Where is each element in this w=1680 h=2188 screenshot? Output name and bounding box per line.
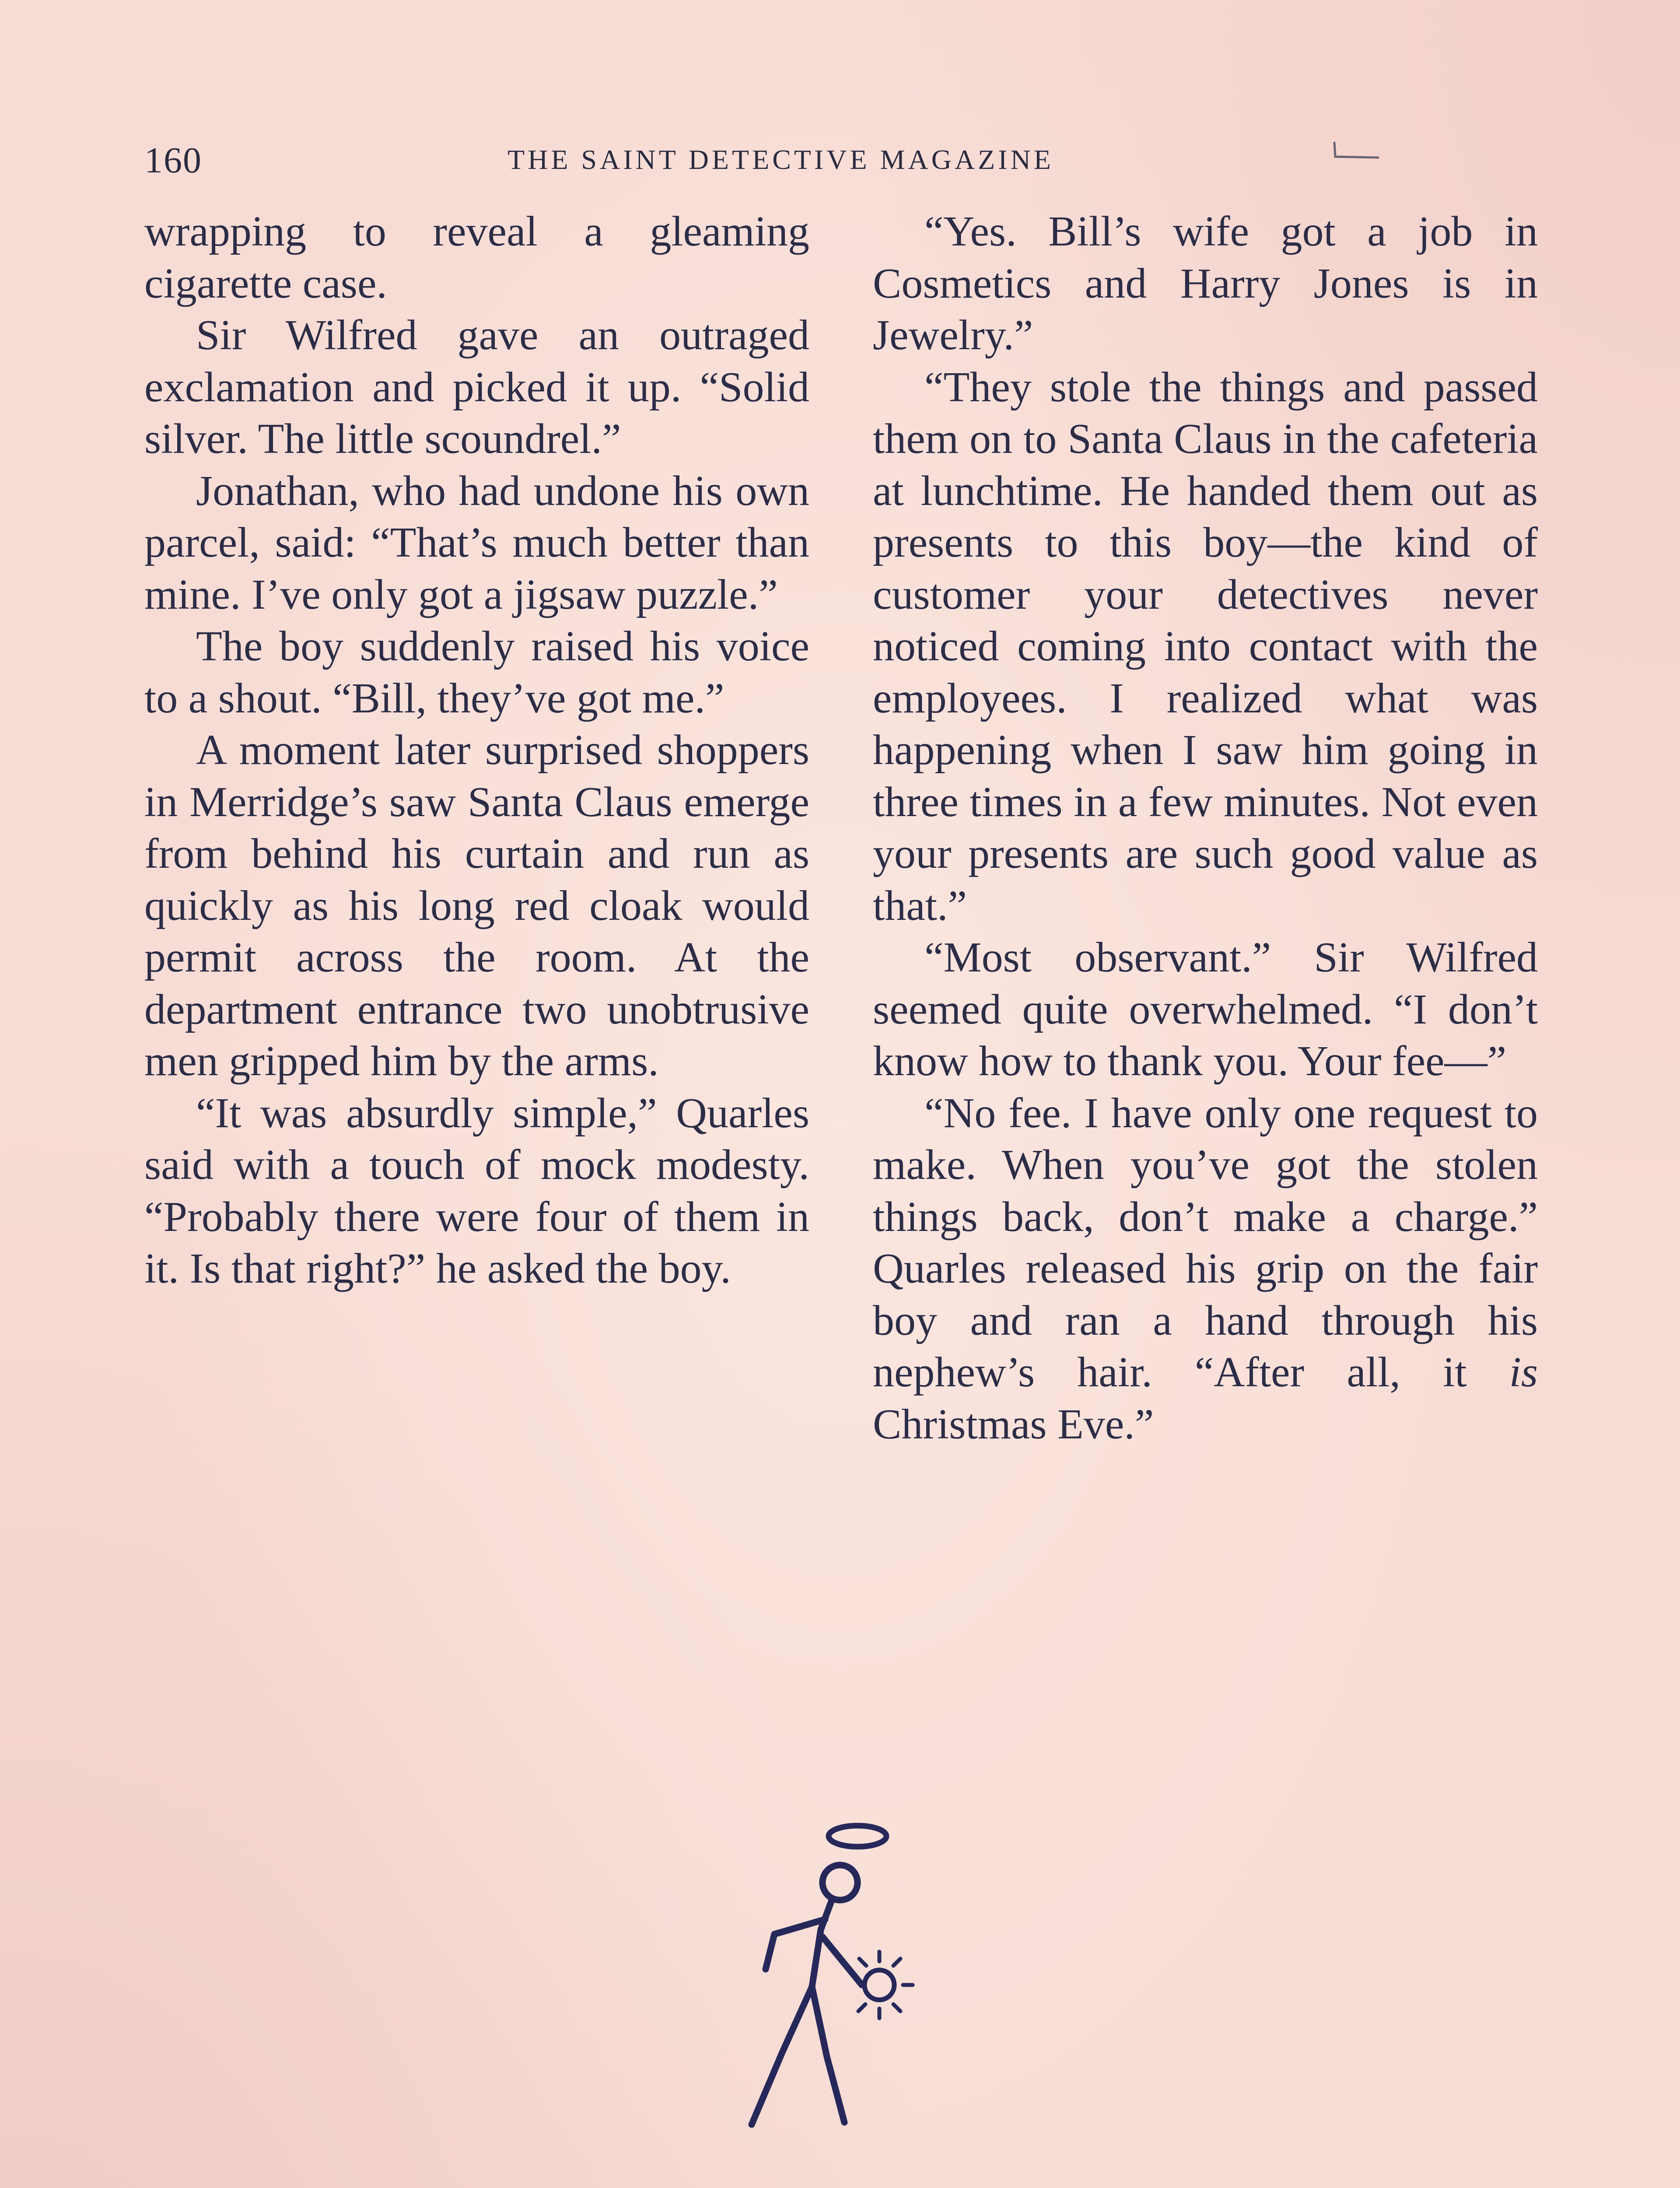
left-column: [144, 206, 809, 1295]
paragraph: “They stole the things and passed them on to Santa Claus in the cafeteria at lunchtime. He handed them out as presents to this boy—the kind of customer your detectives never noticed coming into contact with the employees. I realized what was happening when I saw him going in three times in a few minutes. Not even your presents are such good value as that.”: [873, 363, 1538, 929]
italic-emphasis: is: [1509, 1349, 1538, 1396]
paragraph: A moment later surprised shoppers in Merridge’s saw Santa Claus emerge from behind his curtain and run as quickly as his long red cloak would permit across the room. At the department entrance two unobtrusive men gripped him by the arms.: [144, 726, 809, 1085]
running-title: THE SAINT DETECTIVE MAGAZINE: [508, 144, 1054, 175]
paragraph-final: [873, 1087, 1538, 1451]
page-number: 160: [144, 140, 202, 181]
text-run: “No fee. I have only one request to make. When you’ve got the stolen things back, don’t make a charge.” Quarles released his grip on the fair boy and ran a hand through his nephew’s hair. “After all, it: [873, 1089, 1538, 1396]
paragraph: wrapping to reveal a gleaming cigarette case.: [144, 208, 809, 307]
saint-stick-figure-icon: [735, 1820, 945, 2188]
paragraph: “Most observant.” Sir Wilfred seemed quite overwhelmed. “I don’t know how to thank you. Your fee—”: [873, 934, 1538, 1085]
pencil-mark-icon: [1326, 139, 1387, 165]
paragraph: The boy suddenly raised his voice to a shout. “Bill, they’ve got me.”: [144, 623, 809, 722]
paragraph: “It was absurdly simple,” Quarles said with a touch of mock modesty. “Probably there were four of them in it. Is that right?” he asked the boy.: [144, 1089, 809, 1292]
paragraph: Sir Wilfred gave an outraged exclamation and picked it up. “Solid silver. The little scoundrel.”: [144, 312, 809, 463]
page-header: [144, 139, 1540, 187]
paragraph: “Yes. Bill’s wife got a job in Cosmetics and Harry Jones is in Jewelry.”: [873, 208, 1538, 359]
paragraph: Jonathan, who had undone his own parcel, said: “That’s much better than mine. I’ve only got a jigsaw puzzle.”: [144, 467, 809, 618]
text-run: Christmas Eve.”: [873, 1400, 1154, 1448]
right-column: [873, 206, 1538, 1450]
